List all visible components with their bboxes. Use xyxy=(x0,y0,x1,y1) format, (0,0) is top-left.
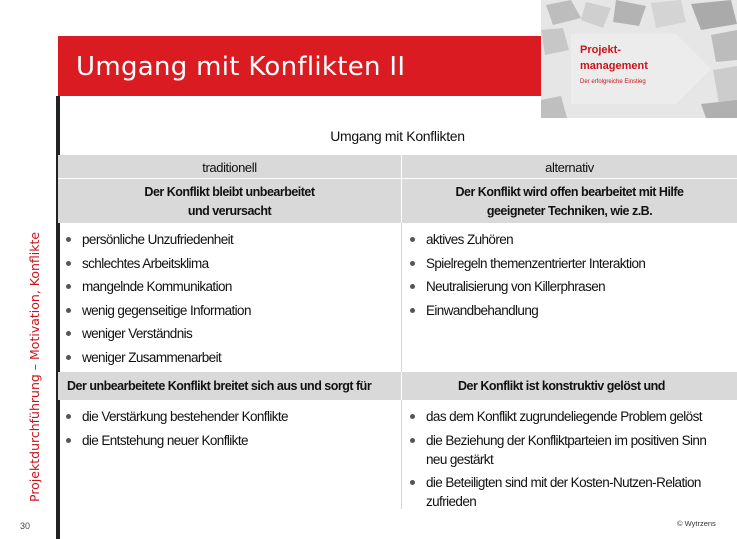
outcome-list-alternativ xyxy=(406,407,706,516)
section-label: Projektdurchführung – Motivation, Konflikte xyxy=(27,231,42,502)
list-item xyxy=(406,407,706,426)
list-item: die Entstehung neuer Konflikte xyxy=(62,431,288,450)
column-heading-traditionell: traditionell xyxy=(202,160,257,175)
mid-statement-traditionell: Der unbearbeitete Konflikt breitet sich aus und sorgt für xyxy=(67,379,372,393)
bullet-list-traditionell xyxy=(62,230,251,371)
copyright: © Wytrzens xyxy=(677,519,716,528)
list-item: weniger Verständnis xyxy=(62,324,251,343)
logo-text: Projekt- xyxy=(580,44,621,56)
column-divider xyxy=(401,223,402,372)
list-item xyxy=(406,431,706,469)
bullet-list-alternativ xyxy=(406,230,645,324)
divider xyxy=(58,178,737,179)
subheading-line: Der Konflikt wird offen bearbeitet mit Hilfe xyxy=(455,185,684,199)
list-item: die Verstärkung bestehender Konflikte xyxy=(62,407,288,426)
column-subheading xyxy=(58,183,401,221)
page-number: 30 xyxy=(20,521,31,531)
list-item: wenig gegenseitige Information xyxy=(62,301,251,320)
outcome-list-traditionell xyxy=(62,407,288,454)
mid-statement-alternativ: Der Konflikt ist konstruktiv gelöst und xyxy=(458,379,665,393)
list-item: persönliche Unzufriedenheit xyxy=(62,230,251,249)
subheading-line: und verursacht xyxy=(187,204,272,218)
list-item-text: das dem Konflikt zugrundeliegende Problem gelöst xyxy=(426,409,702,424)
subheading-line: geeigneter Techniken, wie z.B. xyxy=(486,204,653,218)
list-item: mangelnde Kommunikation xyxy=(62,277,251,296)
column-divider xyxy=(401,400,402,509)
slide-title: Umgang mit Konflikten xyxy=(330,128,465,144)
list-item: Neutralisierung von Killerphrasen xyxy=(406,277,645,296)
list-item-text: die Beziehung der Konfliktparteien im positiven Sinn xyxy=(426,432,707,448)
logo-text-2: management xyxy=(580,60,648,72)
page-title: Umgang mit Konflikten II xyxy=(76,52,406,82)
list-item: aktives Zuhören xyxy=(406,230,645,249)
column-subheading xyxy=(402,183,737,221)
list-item xyxy=(406,473,706,511)
list-item-text: neu gestärkt xyxy=(426,451,494,467)
list-item-text: die Beteiligten sind mit der Kosten-Nutzen-Relation xyxy=(426,475,701,490)
logo-tagline: Der erfolgreiche Einstieg xyxy=(580,79,646,85)
column-heading-alternativ: alternativ xyxy=(545,160,594,175)
list-item: weniger Zusammenarbeit xyxy=(62,348,251,367)
subheading-line: Der Konflikt bleibt unbearbeitet xyxy=(144,185,315,199)
list-item-text: zufrieden xyxy=(426,494,477,509)
list-item: Einwandbehandlung xyxy=(406,301,645,320)
list-item: schlechtes Arbeitsklima xyxy=(62,254,251,273)
list-item: Spielregeln themenzentrierter Interaktion xyxy=(406,254,645,273)
